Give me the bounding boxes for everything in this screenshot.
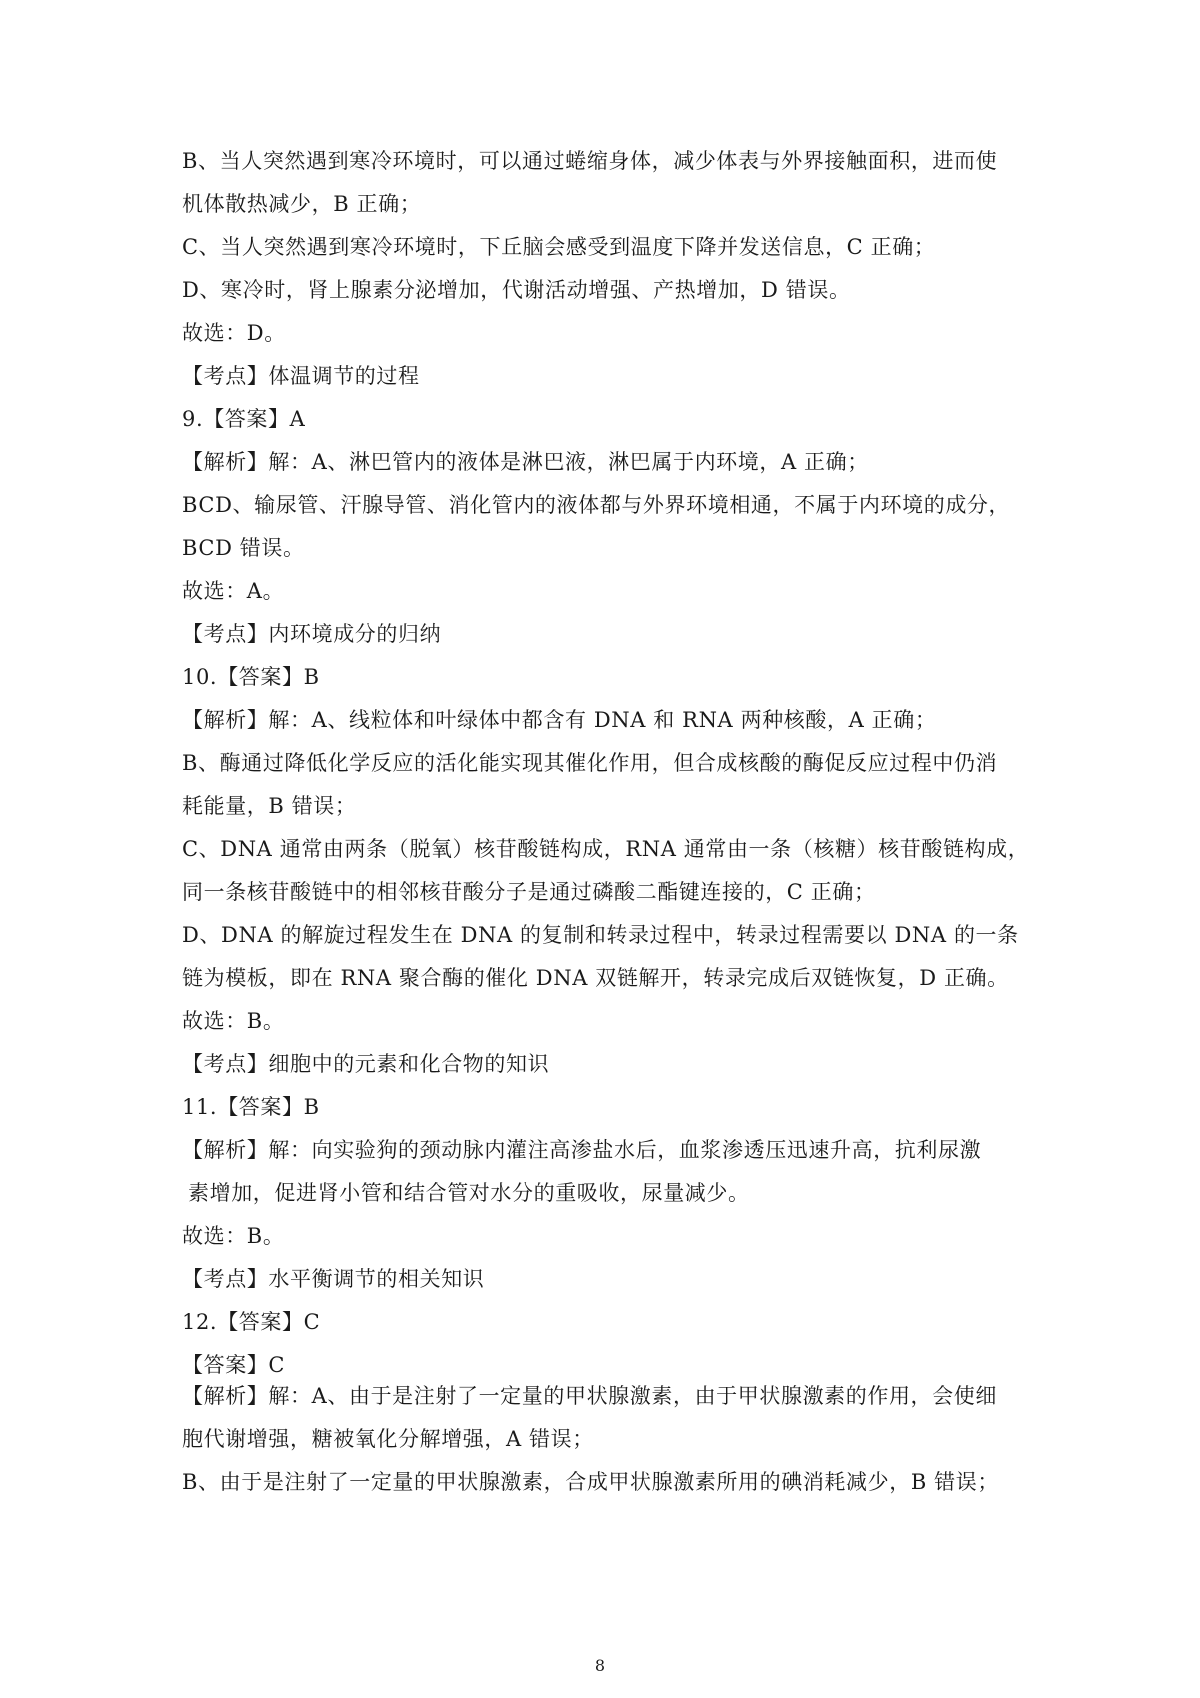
text-line: 耗能量，B 错误；	[182, 794, 357, 818]
text-line: 【答案】C	[182, 1353, 286, 1377]
text-line: 【考点】体温调节的过程	[182, 364, 420, 388]
answer-heading: 9.【答案】A	[182, 407, 306, 431]
text-line: 故选：D。	[182, 321, 286, 345]
page-number: 8	[594, 1656, 606, 1675]
text-line: D、DNA 的解旋过程发生在 DNA 的复制和转录过程中，转录过程需要以 DNA 的一条	[182, 923, 1019, 947]
text-line: BCD、输尿管、汗腺导管、消化管内的液体都与外界环境相通，不属于内环境的成分，	[182, 493, 1011, 517]
text-line: C、当人突然遇到寒冷环境时，下丘脑会感受到温度下降并发送信息，C 正确；	[182, 235, 936, 259]
text-line: 故选：B。	[182, 1009, 285, 1033]
text-line: 素增加，促进肾小管和结合管对水分的重吸收，尿量减少。	[188, 1181, 750, 1205]
text-line: 【解析】解：A、由于是注射了一定量的甲状腺激素，由于甲状腺激素的作用，会使细	[182, 1384, 997, 1408]
text-line: B、由于是注射了一定量的甲状腺激素，合成甲状腺激素所用的碘消耗减少，B 错误；	[182, 1470, 999, 1494]
text-line: 【解析】解：A、线粒体和叶绿体中都含有 DNA 和 RNA 两种核酸，A 正确；	[182, 708, 937, 732]
text-line: 链为模板，即在 RNA 聚合酶的催化 DNA 双链解开，转录完成后双链恢复，D 正确。	[182, 966, 1009, 990]
text-line: 【解析】解：A、淋巴管内的液体是淋巴液，淋巴属于内环境，A 正确；	[182, 450, 869, 474]
text-line: 【考点】水平衡调节的相关知识	[182, 1267, 485, 1291]
text-line: 【解析】解：向实验狗的颈动脉内灌注高渗盐水后，血浆渗透压迅速升高，抗利尿激	[182, 1138, 982, 1162]
text-line: D、寒冷时，肾上腺素分泌增加，代谢活动增强、产热增加，D 错误。	[182, 278, 851, 302]
text-line: BCD 错误。	[182, 536, 305, 560]
answer-heading: 12.【答案】C	[182, 1310, 321, 1334]
text-line: 故选：A。	[182, 579, 285, 603]
text-line: 同一条核苷酸链中的相邻核苷酸分子是通过磷酸二酯键连接的，C 正确；	[182, 880, 876, 904]
text-line: 胞代谢增强，糖被氧化分解增强，A 错误；	[182, 1427, 594, 1451]
text-line: 【考点】细胞中的元素和化合物的知识	[182, 1052, 550, 1076]
text-line: B、酶通过降低化学反应的活化能实现其催化作用，但合成核酸的酶促反应过程中仍消	[182, 751, 998, 775]
answer-heading: 10.【答案】B	[182, 665, 320, 689]
text-line: 故选：B。	[182, 1224, 285, 1248]
text-line: 【考点】内环境成分的归纳	[182, 622, 442, 646]
text-line: B、当人突然遇到寒冷环境时，可以通过蜷缩身体，减少体表与外界接触面积，进而使	[182, 149, 998, 173]
text-line: 机体散热减少，B 正确；	[182, 192, 422, 216]
text-line: C、DNA 通常由两条（脱氧）核苷酸链构成，RNA 通常由一条（核糖）核苷酸链构成，	[182, 837, 1030, 861]
answer-heading: 11.【答案】B	[182, 1095, 320, 1119]
